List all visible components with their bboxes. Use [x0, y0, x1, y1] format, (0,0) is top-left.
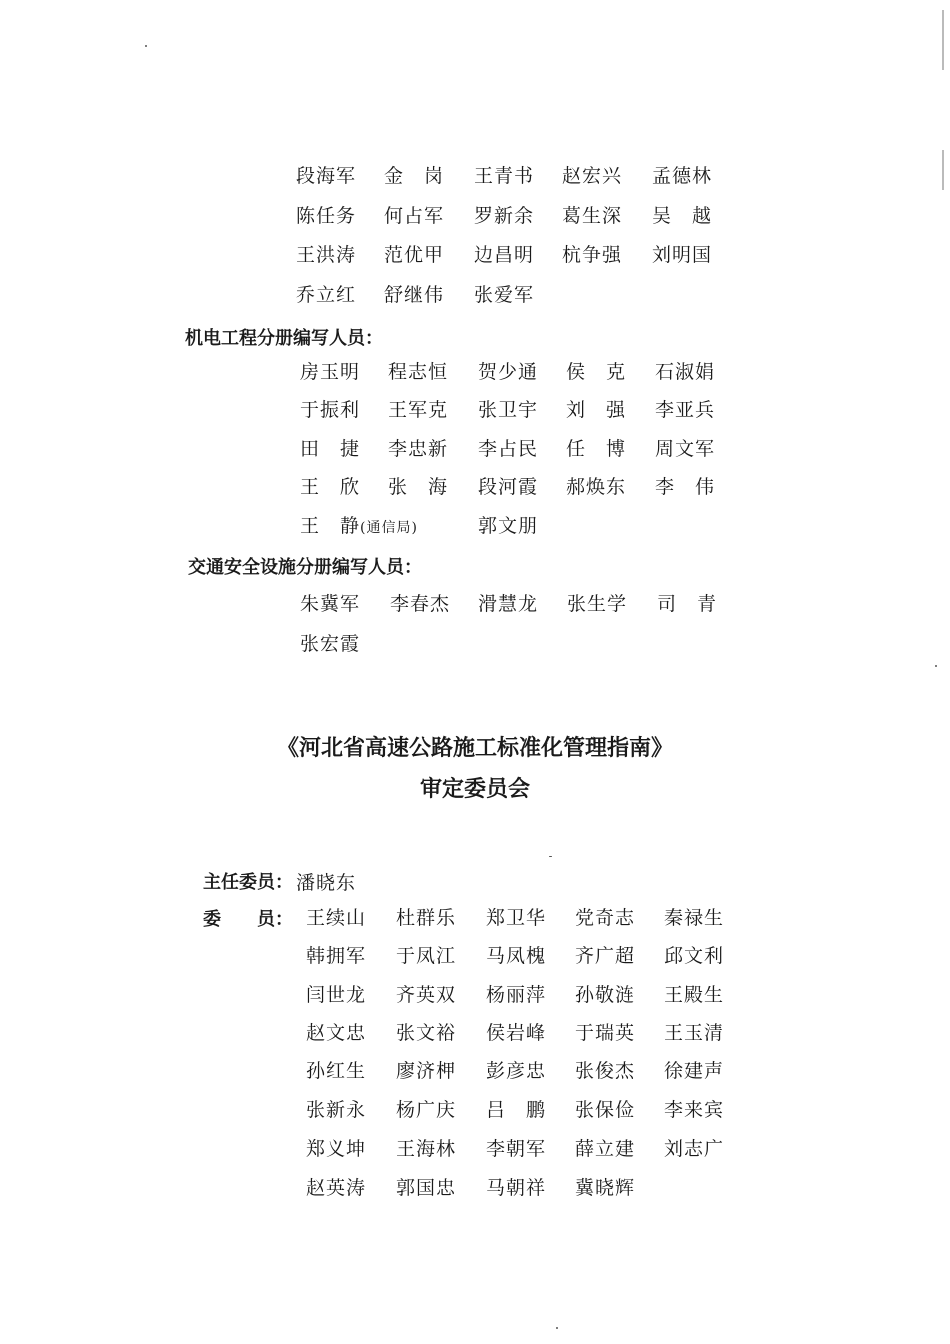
person-name: 孙红生: [306, 1060, 367, 1082]
person-name: 金 岗: [384, 165, 445, 187]
person-name: 郑义坤: [306, 1138, 367, 1160]
name-row: [0, 1097, 950, 1127]
person-name: 李忠新: [388, 438, 449, 460]
person-name: 陈任务: [296, 205, 357, 227]
person-name: 齐广超: [575, 945, 636, 967]
person-name: 王军克: [388, 399, 449, 421]
scan-edge-mark: [942, 10, 944, 70]
person-name: 薛立建: [575, 1138, 636, 1160]
person-name: 于振利: [300, 399, 361, 421]
person-name: 田 捷: [300, 438, 361, 460]
person-name: 马朝祥: [486, 1177, 547, 1199]
person-name: 郝焕东: [566, 476, 627, 498]
person-name: 吴 越: [652, 205, 713, 227]
person-name: 周文军: [655, 438, 716, 460]
author-affiliation-note: (通信局): [360, 520, 418, 536]
name-row: [0, 1058, 950, 1088]
person-name: 杨广庆: [396, 1099, 457, 1121]
scan-speck: [145, 45, 147, 47]
person-name: 李亚兵: [655, 399, 716, 421]
person-name: 舒继伟: [384, 284, 445, 306]
committee-subtitle: 审定委员会: [419, 776, 530, 802]
person-name: 程志恒: [388, 361, 449, 383]
person-name: 吕 鹏: [486, 1099, 547, 1121]
person-name: 于凤江: [396, 945, 457, 967]
person-name: 张保俭: [575, 1099, 636, 1121]
name-row: [0, 905, 950, 935]
person-name: 王玉清: [664, 1022, 725, 1044]
person-name: 张卫宇: [478, 399, 539, 421]
person-name: 王青书: [474, 165, 535, 187]
person-name: 杜群乐: [396, 907, 457, 929]
person-name: 房玉明: [300, 361, 361, 383]
author-name-text: 王 静: [300, 515, 361, 537]
section-heading-electromechanical: 机电工程分册编写人员：: [185, 328, 383, 349]
section-heading-traffic-safety: 交通安全设施分册编写人员：: [188, 557, 422, 578]
person-name: 刘 强: [566, 399, 627, 421]
person-name: 贺少通: [478, 361, 539, 383]
person-name: 段河霞: [478, 476, 539, 498]
person-name: 边昌明: [474, 244, 535, 266]
name-row: [0, 397, 950, 427]
person-name: 侯岩峰: [486, 1022, 547, 1044]
person-name: 杨丽萍: [486, 984, 547, 1006]
name-row: [0, 359, 950, 389]
person-name: 王 欣: [300, 476, 361, 498]
person-name: 张生学: [567, 593, 628, 615]
person-name: 邱文利: [664, 945, 725, 967]
person-name: 李 伟: [655, 476, 716, 498]
person-name: 秦禄生: [664, 907, 725, 929]
person-name: 于瑞英: [575, 1022, 636, 1044]
chair-name: 潘晓东: [296, 872, 357, 894]
person-name: 郑卫华: [486, 907, 547, 929]
person-name: 张 海: [388, 476, 449, 498]
name-row: [0, 163, 950, 193]
person-name: 赵英涛: [306, 1177, 367, 1199]
scan-speck: [549, 856, 552, 857]
person-name: 王续山: [306, 907, 367, 929]
person-name: 赵宏兴: [562, 165, 623, 187]
person-name: 段海军: [296, 165, 357, 187]
person-name: 范优甲: [384, 244, 445, 266]
name-row: [0, 436, 950, 466]
person-name: 张文裕: [396, 1022, 457, 1044]
scan-speck: [935, 665, 937, 667]
person-name: 李来宾: [664, 1099, 725, 1121]
person-name: 孟德林: [652, 165, 713, 187]
person-name: 郭国忠: [396, 1177, 457, 1199]
name-row: [0, 631, 950, 661]
person-name: 罗新余: [474, 205, 535, 227]
person-name: 冀晓辉: [575, 1177, 636, 1199]
person-name: 韩拥军: [306, 945, 367, 967]
author-name: [300, 513, 418, 541]
person-name: 乔立红: [296, 284, 357, 306]
person-name: 王洪涛: [296, 244, 357, 266]
person-name: 党奇志: [575, 907, 636, 929]
person-name: 李春杰: [390, 593, 451, 615]
name-row: [0, 943, 950, 973]
scan-edge-mark: [942, 150, 944, 190]
person-name: 王海林: [396, 1138, 457, 1160]
person-name: 李朝军: [486, 1138, 547, 1160]
person-name: 司 青: [657, 593, 718, 615]
person-name: 何占军: [384, 205, 445, 227]
author-name: 郭文朋: [478, 515, 539, 537]
name-row: [0, 282, 950, 312]
committee-title: 《河北省高速公路施工标准化管理指南》: [276, 735, 673, 761]
person-name: 彭彦忠: [486, 1060, 547, 1082]
person-name: 廖济柙: [396, 1060, 457, 1082]
person-name: 朱冀军: [300, 593, 361, 615]
person-name: 任 博: [566, 438, 627, 460]
name-row: [0, 242, 950, 272]
name-row: [0, 982, 950, 1012]
person-name: 石淑娟: [655, 361, 716, 383]
person-name: 齐英双: [396, 984, 457, 1006]
person-name: 侯 克: [566, 361, 627, 383]
name-row: [0, 1175, 950, 1205]
person-name: 张新永: [306, 1099, 367, 1121]
name-row: [0, 203, 950, 233]
person-name: 张爱军: [474, 284, 535, 306]
author-row-last: [0, 513, 950, 543]
person-name: 张俊杰: [575, 1060, 636, 1082]
name-row: [0, 591, 950, 621]
person-name: 李占民: [478, 438, 539, 460]
person-name: 张宏霞: [300, 633, 361, 655]
name-row: [0, 474, 950, 504]
person-name: 徐建声: [664, 1060, 725, 1082]
person-name: 刘志广: [664, 1138, 725, 1160]
chair-label: 主任委员：: [203, 872, 293, 893]
person-name: 刘明国: [652, 244, 713, 266]
person-name: 闫世龙: [306, 984, 367, 1006]
member-label: 委 员：: [203, 909, 293, 930]
name-row: [0, 1020, 950, 1050]
person-name: 滑慧龙: [478, 593, 539, 615]
person-name: 葛生深: [562, 205, 623, 227]
scan-speck: [556, 1327, 558, 1329]
person-name: 赵文忠: [306, 1022, 367, 1044]
person-name: 马凤槐: [486, 945, 547, 967]
person-name: 杭争强: [562, 244, 623, 266]
name-row: [0, 1136, 950, 1166]
person-name: 孙敬涟: [575, 984, 636, 1006]
person-name: 王殿生: [664, 984, 725, 1006]
